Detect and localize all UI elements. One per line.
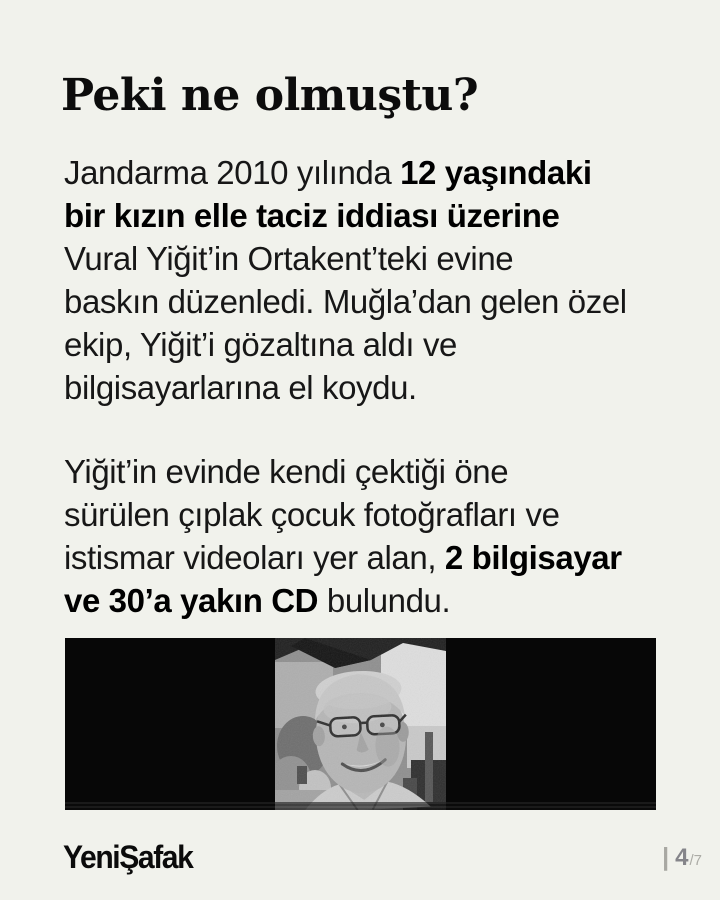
suspect-photo <box>65 638 656 810</box>
pager-current-page: 4 <box>675 844 689 871</box>
paragraph-2: Yiğit’in evinde kendi çektiği öne sürülen çıplak çocuk fotoğrafları ve istismar videoları yer alan, 2 bilgisayar ve 30’a yakın CD bulundu. <box>64 453 622 619</box>
yenisafak-logo: YeniŞafak <box>63 839 193 875</box>
paragraph-1: Jandarma 2010 yılında 12 yaşındaki bir kızın elle taciz iddiası üzerine Vural Yiğit’in Ortakent’teki evine baskın düzenledi. Muğla’dan gelen özel ekip, Yiğit’i gözaltına aldı ve bilgisayarlarına el koydu. <box>64 154 627 406</box>
page-indicator <box>662 843 702 872</box>
pager-total-pages: /7 <box>689 852 702 869</box>
pager-separator: | <box>662 843 670 871</box>
portrait-image <box>275 638 446 810</box>
page-title: Peki ne olmuştu? <box>61 70 479 121</box>
